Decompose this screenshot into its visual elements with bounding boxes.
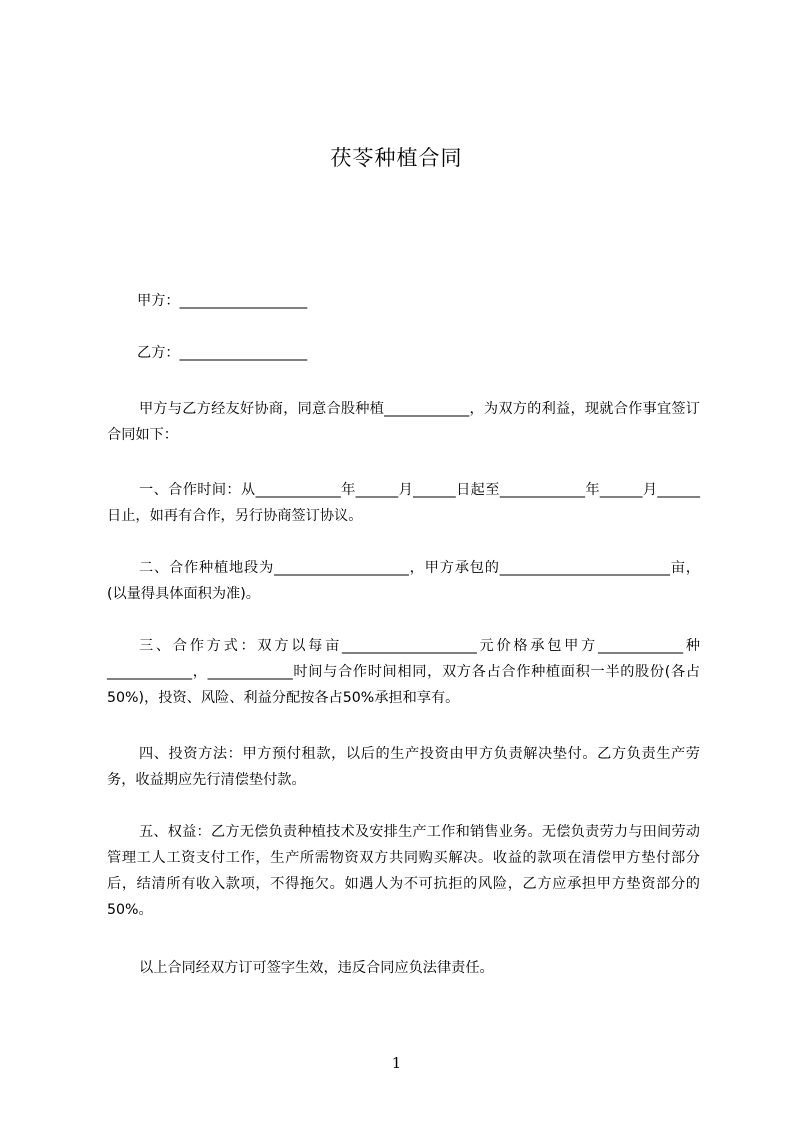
clause-5-paragraph (107, 819, 700, 923)
party-section (107, 288, 700, 392)
clause-5-text: 五、权益：乙方无偿负责种植技术及安排生产工作和销售业务。无偿负责劳力与田间劳动管理工人工资支付工作，生产所需物资双方共同购买解决。收益的款项在清偿甲方垫付部分后，结清所有收入款项，不得拖欠。如遇人为不可抗拒的风险，乙方应承担甲方垫资部分的50%。 (107, 824, 700, 918)
party-b-line: 乙方：__________________ (137, 345, 308, 361)
clause-3-text: 三、合作方式：双方以每亩___________________元价格承包甲方____________种____________，____________时间与合作时间相同，双方各占合作种植面积一半的股份(各占50%)，投资、风险、利益分配按各占50%承担和享有。 (107, 638, 700, 706)
clause-2-text: 二、合作种植地段为___________________，甲方承包的________________________亩，(以量得具体面积为准)。 (107, 560, 700, 602)
clause-1-paragraph (107, 477, 700, 529)
intro-text: 甲方与乙方经友好协商，同意合股种植____________，为双方的利益，现就合作事宜签订合同如下： (107, 401, 700, 443)
closing-paragraph (107, 955, 700, 981)
party-a-line: 甲方：__________________ (137, 293, 308, 309)
document-title: 茯苓种植合同 (330, 146, 463, 170)
clause-2-paragraph (107, 555, 700, 607)
clause-1-text: 一、合作时间：从____________年______月______日起至____________年______月______日止，如再有合作，另行协商签订协议。 (107, 482, 700, 524)
clause-4-paragraph (107, 741, 700, 793)
closing-text: 以上合同经双方订可签字生效，违反合同应负法律责任。 (139, 960, 494, 976)
page-number: 1 (391, 1054, 402, 1072)
clause-3-paragraph (107, 633, 700, 711)
intro-paragraph (107, 396, 700, 448)
clause-4-text: 四、投资方法：甲方预付租款，以后的生产投资由甲方负责解决垫付。乙方负责生产劳务，收益期应先行清偿垫付款。 (107, 746, 700, 788)
